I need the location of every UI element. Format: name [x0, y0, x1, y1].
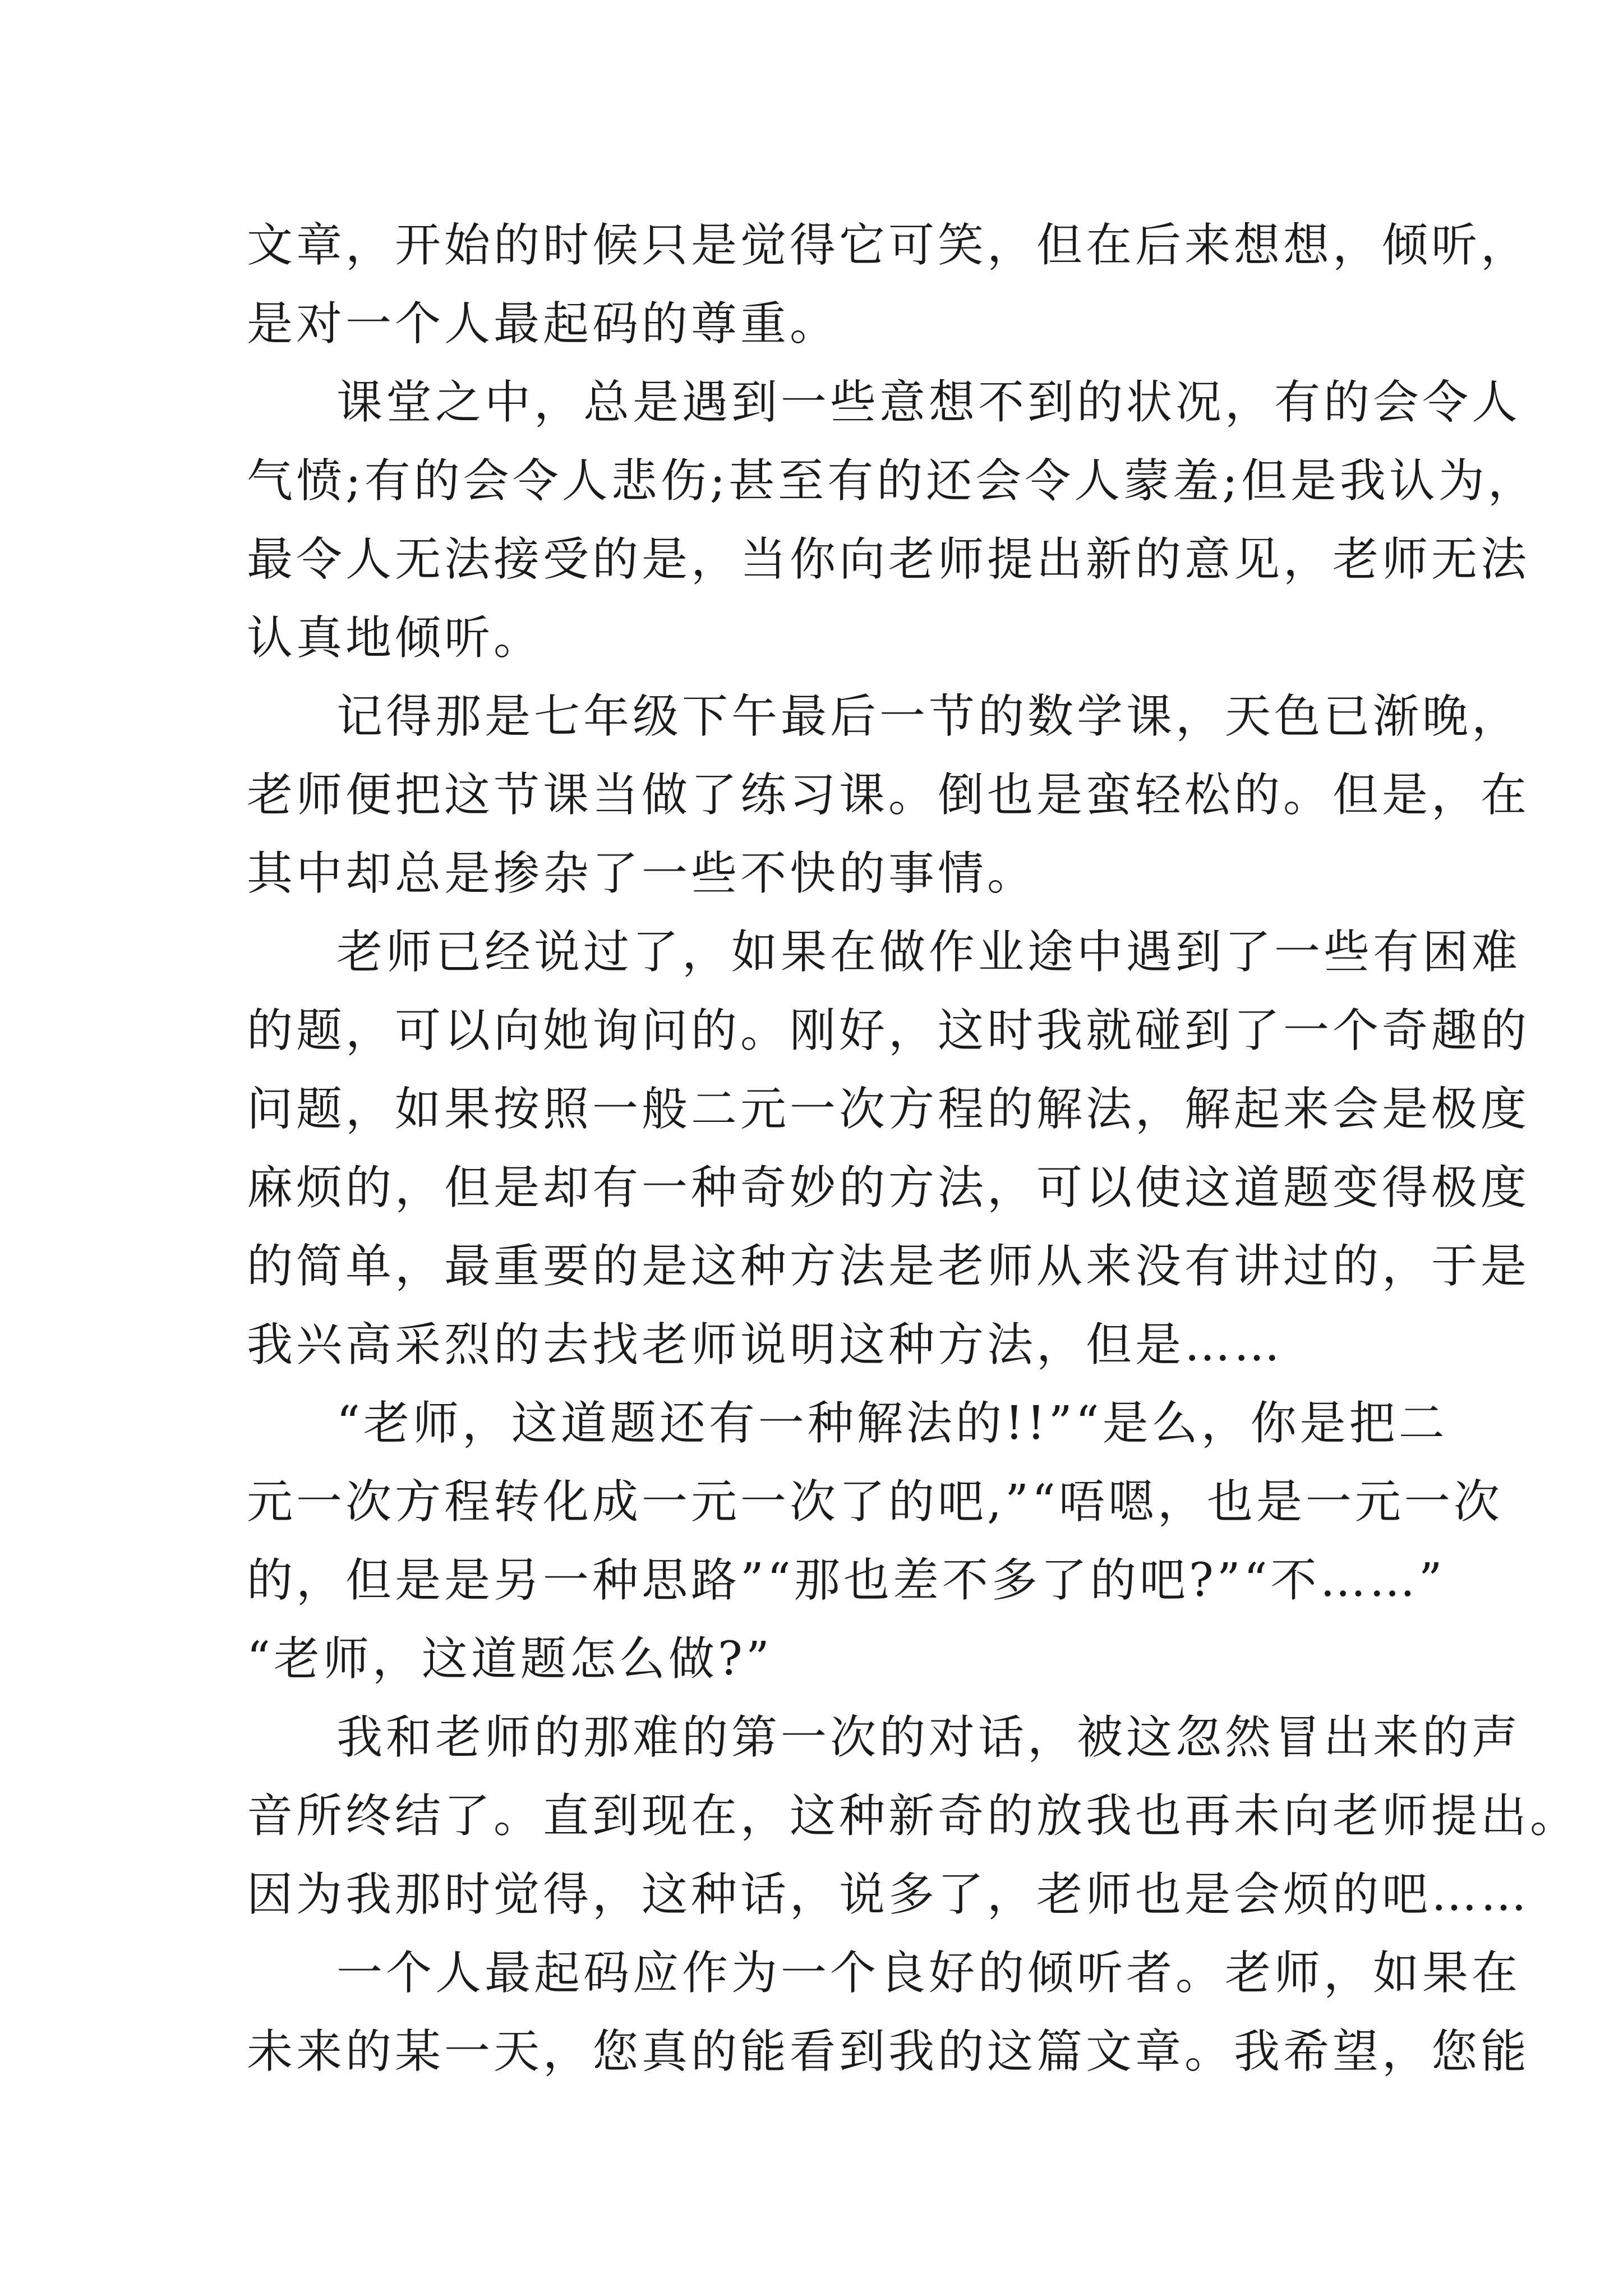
text-line: 我和老师的那难的第一次的对话，被这忽然冒出来的声	[336, 1711, 1521, 1764]
text-line: 认真地倾听。	[247, 611, 543, 665]
text-line: 的简单，最重要的是这种方法是老师从来没有讲过的，于是	[247, 1240, 1530, 1293]
text-line: 的题，可以向她询问的。刚好，这时我就碰到了一个奇趣的	[247, 1004, 1530, 1057]
text-line: 因为我那时觉得，这种话，说多了，老师也是会烦的吧……	[247, 1868, 1530, 1921]
text-line: “老师，这道题还有一种解法的!!”“是么，你是把二	[336, 1397, 1448, 1450]
text-line: 文章，开始的时候只是觉得它可笑，但在后来想想，倾听，	[247, 219, 1530, 272]
text-line: 老师便把这节课当做了练习课。倒也是蛮轻松的。但是，在	[247, 769, 1530, 822]
text-line: 我兴高采烈的去找老师说明这种方法，但是……	[247, 1318, 1284, 1372]
text-line: 课堂之中，总是遇到一些意想不到的状况，有的会令人	[336, 376, 1521, 429]
text-line: 气愤;有的会令人悲伤;甚至有的还会令人蒙羞;但是我认为，	[247, 454, 1537, 508]
text-line: 是对一个人最起码的尊重。	[247, 297, 840, 351]
text-line: 其中却总是掺杂了一些不快的事情。	[247, 847, 1037, 900]
text-line: 最令人无法接受的是，当你向老师提出新的意见，老师无法	[247, 533, 1530, 586]
text-line: “老师，这道题怎么做?”	[247, 1632, 773, 1686]
text-line: 的，但是是另一种思路”“那也差不多了的吧?”“不……”	[247, 1554, 1446, 1607]
text-line: 老师已经说过了，如果在做作业途中遇到了一些有困难	[336, 926, 1521, 979]
text-line: 麻烦的，但是却有一种奇妙的方法，可以使这道题变得极度	[247, 1161, 1530, 1214]
text-line: 记得那是七年级下午最后一节的数学课，天色已渐晚，	[336, 690, 1521, 743]
text-line: 问题，如果按照一般二元一次方程的解法，解起来会是极度	[247, 1083, 1530, 1136]
text-line: 音所终结了。直到现在，这种新奇的放我也再未向老师提出。	[247, 1789, 1580, 1843]
text-line: 一个人最起码应作为一个良好的倾听者。老师，如果在	[336, 1947, 1521, 2000]
text-line: 未来的某一天，您真的能看到我的这篇文章。我希望，您能	[247, 2025, 1530, 2078]
text-line: 元一次方程转化成一元一次了的吧,”“唔嗯，也是一元一次	[247, 1475, 1503, 1529]
